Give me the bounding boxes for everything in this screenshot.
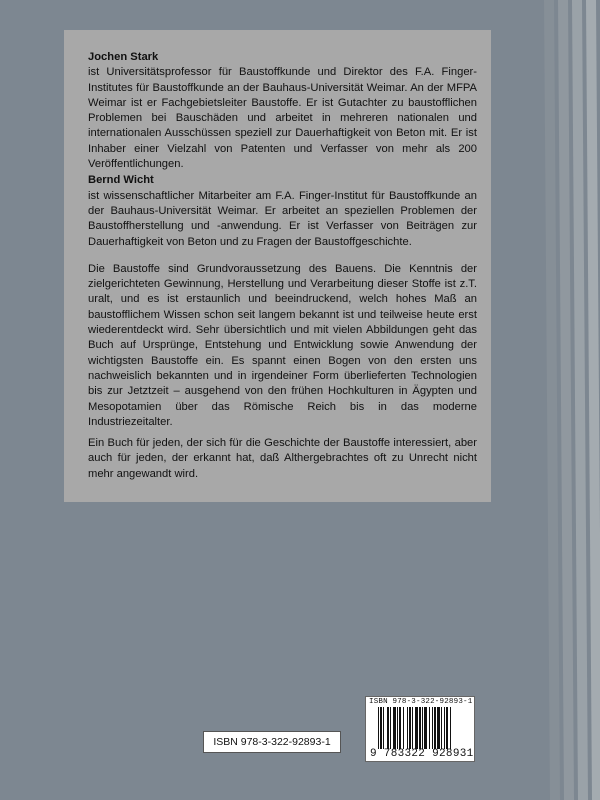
decorative-stripes [532, 0, 600, 800]
barcode-bars [378, 707, 472, 749]
barcode-isbn-text: ISBN 978-3-322-92893-1 [369, 698, 473, 706]
text-panel [64, 30, 491, 502]
description-paragraph-1: Die Baustoffe sind Grundvoraussetzung des Bauens. Die Kenntnis der zielgerichteten Gewinnung, Herstellung und Verarbeitung dieser Stoffe ist z.T. uralt, und es ist erstaunlich und beeindruckend, welch hohes Maß an baustofflichem Wissen schon seit langem bekannt ist und teilweise heute erst wiederentdeckt wird. Sehr übersichtlich und mit vielen Abbildungen geht das Buch auf Ursprünge, Entstehung und Entwicklung sowie Anwendung der wichtigsten Baustoffe ein. Es spannt einen Bogen von den ersten uns nachweislich bekannten und in irgendeiner Form überlieferten Technologien bis zur Jetztzeit – ausgehend von den frühen Hochkulturen in Ägypten und Mesopotamien über das Römische Reich bis in das moderne Industriezeitalter. [88, 262, 477, 428]
author-bio-1: ist Universitätsprofessor für Baustoffkunde und Direktor des F.A. Finger-Institutes für Baustoffkunde an der Bauhaus-Universität Weimar. An der MFPA Weimar ist er Fachgebietsleiter Baustoffe. Er ist Gutachter zu baustofflichen Problemen bei Bauschäden und arbeitet in mehreren nationalen und internationalen Ausschüssen speziell zur Dauerhaftigkeit von Beton mit. Er ist Inhaber einer Vielzahl von Patenten und Verfasser von mehr als 200 Veröffentlichungen. [88, 66, 477, 171]
author-name-1: Jochen Stark [88, 51, 159, 63]
description-paragraph-2: Ein Buch für jeden, der sich für die Geschichte der Baustoffe interessiert, aber auch für jeden, der erkannt hat, daß Althergebrachtes oft zu Unrecht nicht mehr angewandt wird. [88, 437, 477, 480]
isbn-label: ISBN 978-3-322-92893-1 [203, 731, 341, 753]
barcode-digits: 9 783322 928931 [370, 748, 474, 760]
barcode [365, 696, 475, 762]
author-bio-2: ist wissenschaftlicher Mitarbeiter am F.A. Finger-Institut für Baustoffkunde an der Bauhaus-Universität Weimar. Er arbeitet an speziellen Problemen der Baustoffherstellung und -anwendung. Er ist Verfasser von Beiträgen zur Dauerhaftigkeit von Beton und zu Fragen der Baustoffgeschichte. [88, 189, 477, 248]
author-name-2: Bernd Wicht [88, 174, 154, 187]
